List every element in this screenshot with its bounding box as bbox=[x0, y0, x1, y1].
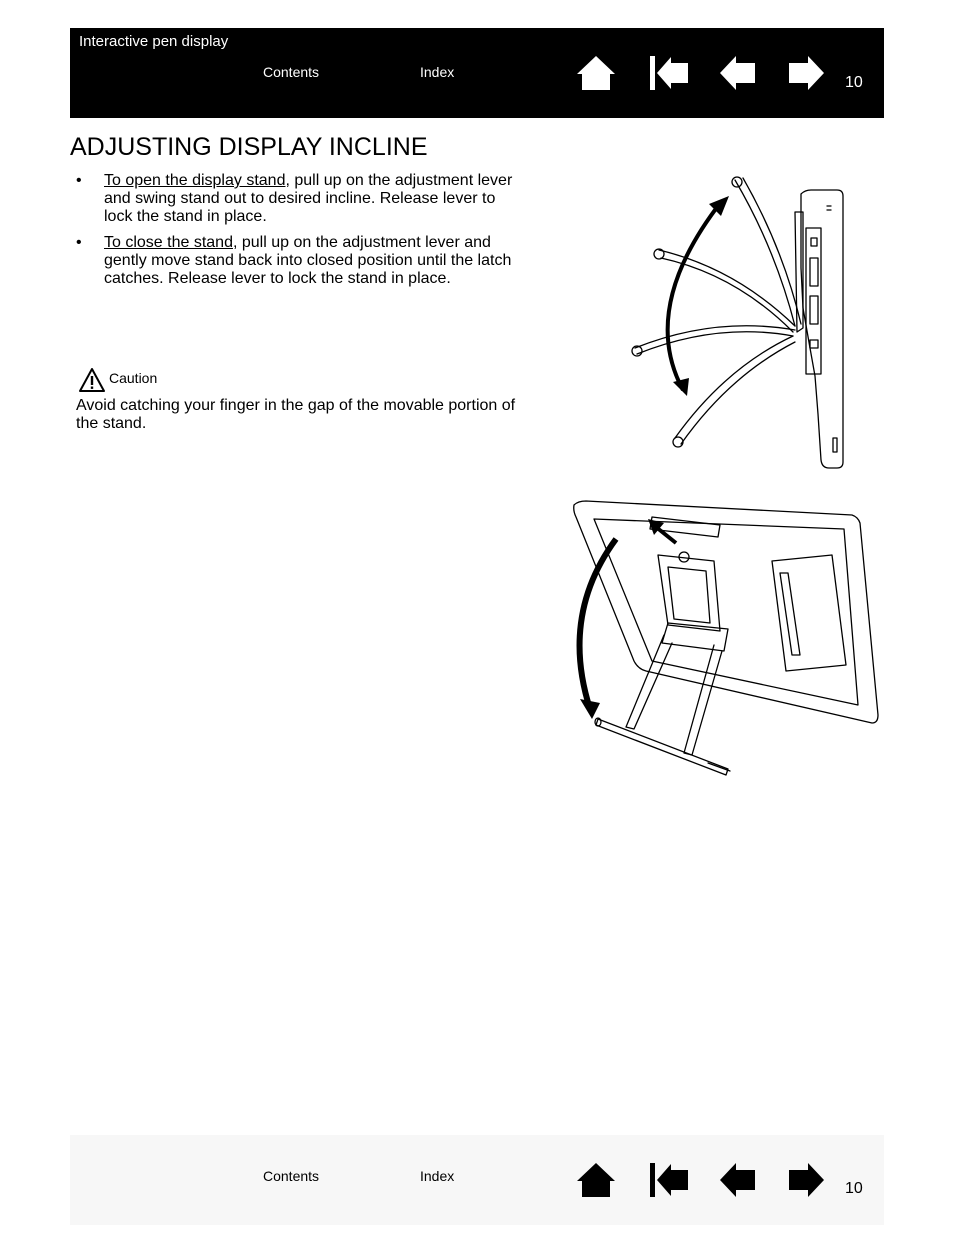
list-item bbox=[76, 172, 516, 226]
previous-page-icon[interactable] bbox=[718, 1162, 758, 1198]
list-item bbox=[76, 234, 516, 288]
page-header bbox=[70, 28, 884, 118]
bullet-text: , pull up on the adjustment lever and swing stand out to desired incline. Release lever to lock the stand in place. bbox=[104, 172, 513, 225]
stand-rear-view-illustration bbox=[560, 495, 885, 780]
document-title: Interactive pen display bbox=[79, 33, 229, 50]
bullet-lead: To open the display stand bbox=[104, 172, 286, 189]
previous-page-icon[interactable] bbox=[718, 55, 758, 91]
first-page-icon[interactable] bbox=[649, 1162, 689, 1198]
bullet-text: , pull up on the adjustment lever and gently move stand back into closed position until the latch catches. Release lever to lock the stand in place. bbox=[104, 234, 512, 287]
warning-triangle-icon bbox=[78, 367, 106, 393]
contents-link[interactable]: Contents bbox=[263, 1168, 320, 1184]
first-page-icon[interactable] bbox=[649, 55, 689, 91]
bullet-lead: To close the stand bbox=[104, 234, 233, 251]
next-page-icon[interactable] bbox=[786, 55, 826, 91]
index-link[interactable]: Index bbox=[420, 64, 455, 80]
bullet-marker: • bbox=[76, 234, 82, 251]
caution-text: Avoid catching your finger in the gap of the movable portion of the stand. bbox=[76, 397, 516, 432]
bullet-marker: • bbox=[76, 172, 82, 189]
home-icon[interactable] bbox=[576, 1162, 616, 1198]
stand-side-view-illustration bbox=[625, 168, 850, 472]
home-icon[interactable] bbox=[576, 55, 616, 91]
page-number: 10 bbox=[845, 74, 863, 91]
contents-link[interactable]: Contents bbox=[263, 64, 320, 80]
section-title: ADJUSTING DISPLAY INCLINE bbox=[70, 133, 428, 161]
next-page-icon[interactable] bbox=[786, 1162, 826, 1198]
page-footer bbox=[70, 1135, 884, 1225]
page-number: 10 bbox=[845, 1180, 863, 1197]
caution-label: Caution bbox=[109, 370, 158, 386]
index-link[interactable]: Index bbox=[420, 1168, 455, 1184]
instruction-list bbox=[76, 172, 516, 296]
